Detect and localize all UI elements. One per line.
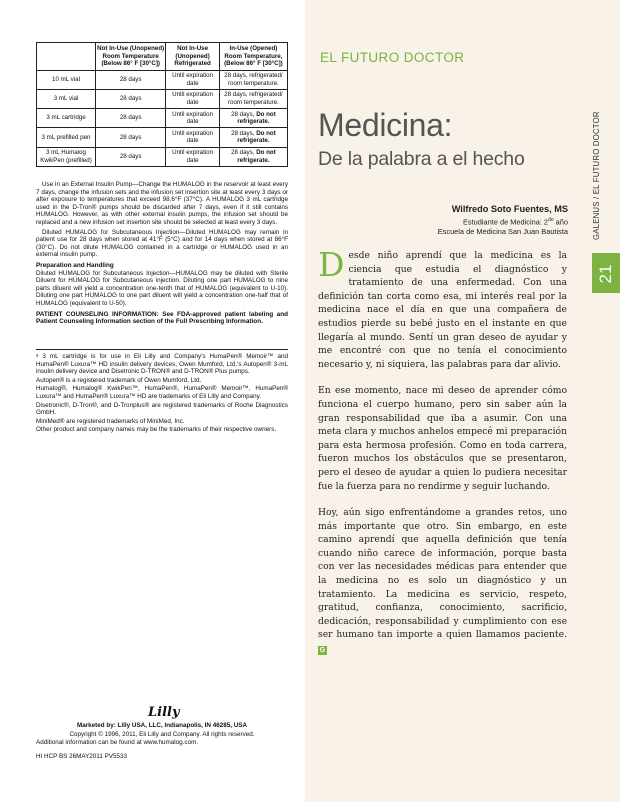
- footnote: MiniMed® are registered trademarks of MiniMed, Inc.: [36, 417, 185, 425]
- author-name: Wilfredo Soto Fuentes, MS: [451, 204, 568, 214]
- author-role-year: año: [553, 217, 568, 227]
- counseling-text: PATIENT COUNSELING INFORMATION: See FDA-approved patient labeling and Patient Counseling Information section of the Full Prescribing Information.: [36, 310, 288, 326]
- article-paragraph: En ese momento, nace mi deseo de aprender cómo funciona el cuerpo humano, pero sin saber aún la gran responsabilidad que iba a asumir. Con una meta clara y muchos anhelos empecé mi preparación para esta hermosa profesión. Como en toda carrera, fueron muchos los obstáculos que se presentaron, pero el deseo de ayudar a quien lo pudiera necesitar fue la fuerza para no rendirme y seguir luchando.: [318, 385, 567, 492]
- footnote: ᵃ 3 mL cartridge is for use in Eli Lilly and Company's HumaPen® Memoir™ and HumaPen® Luxura™ HD insulin delivery devices, Owen Mumford, Ltd.'s Autopen® 3-mL insulin delivery device and Disetronic D-TRON® and D-TRON® Plus pumps.: [36, 353, 288, 376]
- copyright: Copyright © 1996, 2011, Eli Lilly and Company. All rights reserved.: [69, 730, 255, 738]
- page-number: 21: [596, 264, 615, 284]
- prescribing-text: [36, 181, 288, 326]
- footnotes: [36, 353, 288, 435]
- table-cell: 28 days: [96, 128, 166, 147]
- running-head-vertical: GALENUS / EL FUTURO DOCTOR: [592, 111, 601, 240]
- table-cell: Until expiration date: [166, 109, 220, 128]
- additional-info: Additional information can be found at www.humalog.com.: [36, 739, 199, 747]
- table-cell: 28 days, Do not refrigerate.: [219, 147, 287, 166]
- table-cell: Until expiration date: [166, 128, 220, 147]
- footnote-divider: [36, 349, 288, 350]
- table-cell: 3 mL prefilled pen: [37, 128, 96, 147]
- footnote: Disetronic®, D-Tron®, and D-Tronplus® are registered trademarks of Roche Diagnostics GmbH.: [36, 401, 288, 417]
- table-cell: 28 days: [96, 89, 166, 108]
- marketing-info: [36, 722, 288, 761]
- end-mark-icon: G: [319, 647, 326, 655]
- lilly-logo: Lilly: [148, 705, 180, 720]
- author-role-sup: do: [548, 217, 554, 223]
- section-kicker: EL FUTURO DOCTOR: [320, 50, 465, 65]
- table-row: [37, 109, 288, 128]
- footnote: Other product and company names may be the trademarks of their respective owners.: [36, 426, 277, 434]
- article-title: Medicina:: [318, 107, 453, 143]
- table-cell: 28 days, Do not refrigerate.: [219, 109, 287, 128]
- table-cell: Until expiration date: [166, 89, 220, 108]
- author-block: [438, 203, 568, 237]
- footnote: Autopen® is a registered trademark of Owen Mumford, Ltd.: [36, 376, 202, 384]
- table-header-row: [37, 43, 288, 71]
- table-header-cell: [37, 43, 96, 71]
- article-paragraph: [318, 245, 567, 371]
- table-header-cell: Not In-Use (Unopened) Refrigerated: [166, 43, 220, 71]
- diluted-paragraph: Diluted HUMALOG for Subcutaneous Injection—Diluted HUMALOG may remain in patient use for 28 days when stored at 41°F (5°C) and for 14 days when stored at 86°F (30°C). Do not dilute HUMALOG contained in a cartridge or HUMALOG used in an external insulin pump.: [36, 228, 288, 259]
- table-row: [37, 70, 288, 89]
- drop-cap: D: [318, 245, 345, 284]
- table-cell: 10 mL vial: [37, 70, 96, 89]
- preparation-paragraph: Diluted HUMALOG for Subcutaneous Injection—HUMALOG may be diluted with Sterile Diluent for HUMALOG for Subcutaneous injection. Diluting one part HUMALOG to nine parts diluent will yield a concentration one-tenth that of HUMALOG (equivalent to U-10). Diluting one part HUMALOG to one part diluent will yield a concentration one-half that of HUMALOG (equivalent to U-50).: [36, 269, 288, 307]
- document-code: HI HCP BS 26MAY2011 PV5533: [36, 752, 128, 760]
- page-number-box: [592, 253, 620, 293]
- table-cell: 3 mL cartridge: [37, 109, 96, 128]
- table-cell: 3 mL vial: [37, 89, 96, 108]
- table-header-cell: Not In-Use (Unopened) Room Temperature (Below 86° F [30°C]): [96, 43, 166, 71]
- article-subtitle: De la palabra a el hecho: [318, 148, 525, 170]
- table-cell: 28 days: [96, 147, 166, 166]
- pump-paragraph: Use in an External Insulin Pump—Change the HUMALOG in the reservoir at least every 7 days, change the infusion sets and the infusion set insertion site at least every 3 days or after exposure to temperatures that exceed 98.6°F (37°C). A HUMALOG 3 mL cartridge used in the D-Tron® pumps should be discarded after 7 days, even if it still contains HUMALOG. However, as with other external insulin pumps, the infusion set should be replaced and a new infusion set insertion site should be selected at least every 3 days.: [36, 181, 288, 226]
- table-cell: 28 days, Do not refrigerate.: [219, 128, 287, 147]
- paragraph-text: esde niño aprendí que la medicina es la ciencia que estudia el diagnóstico y tratamiento de una enfermedad. Con una definición tan corta como esa, mi interés real por la medicina nace el día en que una compañera de estudios pierde su bebé justo en el instante en que llegaría al mundo. Sentí un gran deseo de ayudar y me encontré con que no tenía el conocimiento necesario y, ni siquiera, las palabras para dar alivio.: [318, 250, 567, 370]
- table-cell: 28 days, refrigerated/ room temperature.: [219, 89, 287, 108]
- article-paragraph: [318, 506, 567, 656]
- marketed-by: Marketed by: Lilly USA, LLC, Indianapolis, IN 46285, USA: [76, 722, 248, 729]
- footnote: Humalog®, Humalog® KwikPen™, HumaPen®, HumaPen® Memoir™, HumaPen® Luxura™ and HumaPen® Luxura™ HD are trademarks of Eli Lilly and Company.: [36, 385, 288, 400]
- table-cell: 28 days, refrigerated/ room temperature.: [219, 70, 287, 89]
- table-row: [37, 147, 288, 166]
- table-cell: 28 days: [96, 70, 166, 89]
- table-row: [37, 128, 288, 147]
- author-role-text: Estudiante de Medicina: 2: [463, 217, 549, 227]
- table-row: [37, 89, 288, 108]
- table-cell: Until expiration date: [166, 147, 220, 166]
- table-cell: 28 days: [96, 109, 166, 128]
- left-column: [0, 0, 305, 802]
- article-body: [318, 245, 567, 669]
- preparation-heading: Preparation and Handling: [36, 261, 114, 269]
- author-school: Escuela de Medicina San Juan Bautista: [437, 227, 568, 237]
- table-cell: 3 mL Humalog KwikPen (prefilled): [37, 147, 96, 166]
- author-role: [438, 215, 568, 227]
- storage-table: [36, 42, 288, 167]
- table-cell: Until expiration date: [166, 70, 220, 89]
- paragraph-text: Hoy, aún sigo enfrentándome a grandes retos, uno más importante que otro. Sin embargo, en este camino aprendí que aquella definición que tenía cuando niño carece de información, porque basta con ver las necesidades médicas para entender que la medicina no es solo un diagnóstico y un tratamiento. La medicina es servicio, respeto, gratitud, confianza, conocimiento, sacrificio, dedicación, responsabilidad y cumplimiento con ese ser humano tan importe a quien llamamos paciente.: [318, 507, 567, 641]
- table-header-cell: In-Use (Opened) Room Temperature, (Below 86° F [30°C]): [219, 43, 287, 71]
